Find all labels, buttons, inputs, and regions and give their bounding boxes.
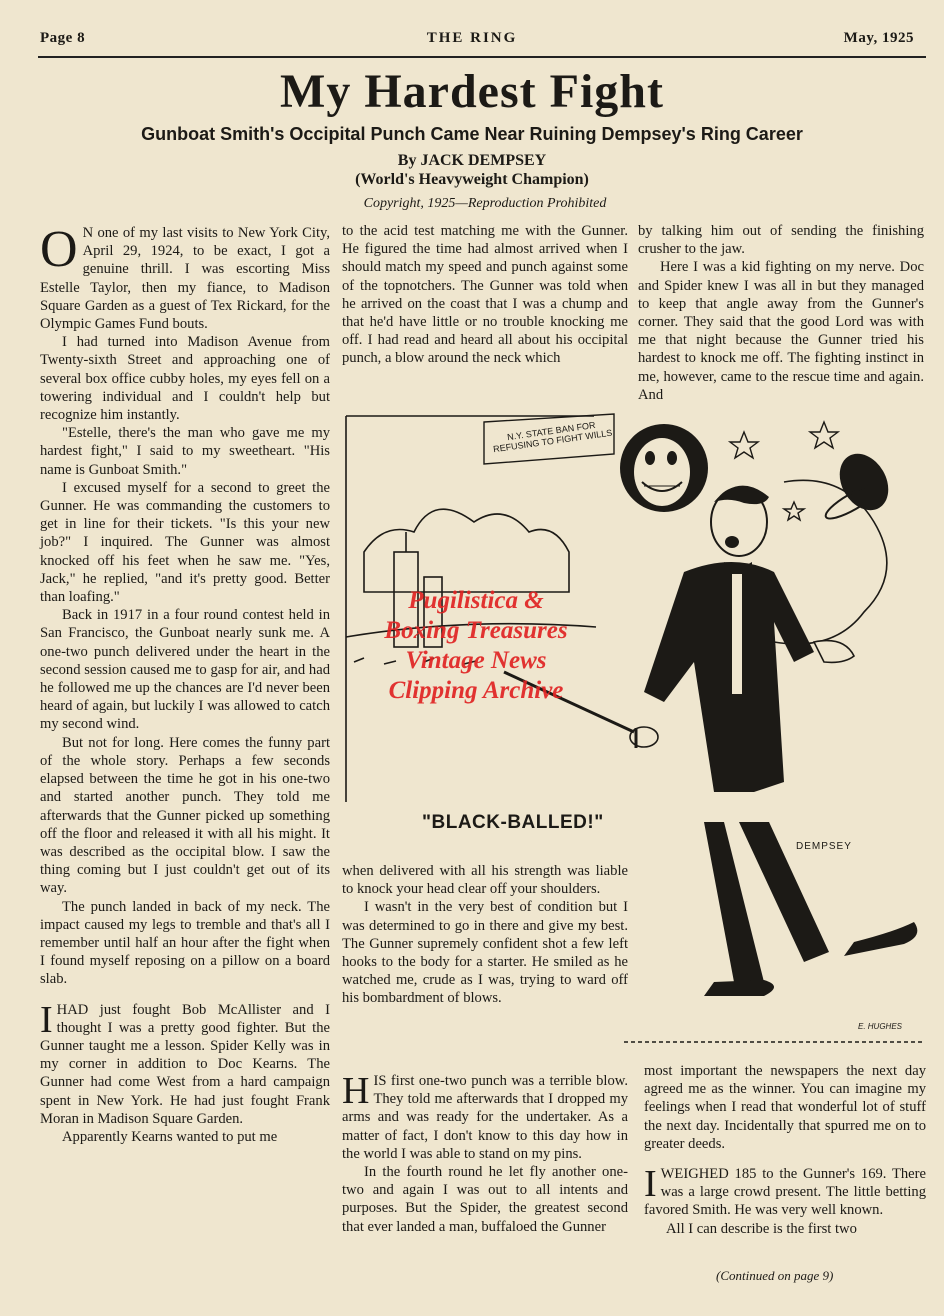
paragraph: In the fourth round he let fly another one-two and again I was out to all intents and purposes. But the Spider, the greatest second that ever landed a man, buffaloed the Gunner [342,1164,628,1235]
drop-cap: I [644,1163,657,1206]
paragraph: "Estelle, there's the man who gave me my hardest fight," I said to my sweetheart. "His name is Gunboat Smith." [40,425,330,478]
paragraph: All I can describe is the first two [666,1220,857,1237]
watermark-line: Boxing Treasures [384,617,568,644]
column-three-bottom [644,1062,926,1238]
black-ball [620,424,708,512]
cartoon-caption: "BLACK-BALLED!" [422,812,604,833]
paragraph: to the acid test matching me with the Gunner. He figured the time had almost arrived when I should match my speed and punch against some of the topnotchers. The Gunner was told when he arrived on the coast that I was a chump and that he'd have little or no trouble knocking me off. I had read and heard all about his occipital punch, a blow around the neck which [342,223,628,367]
archive-watermark [346,586,606,706]
paragraph: I had turned into Madison Avenue from Twenty-sixth Street and approaching one of several box office cubby holes, my eyes fell on a towering individual and I couldn't help but recognize him instantly. [40,334,330,424]
drop-cap: O [40,221,78,278]
artist-signature: E. HUGHES [858,1022,903,1031]
watermark-line: Pugilistica & [408,587,544,614]
paragraph: IHAD just fought Bob McAllister and I thought I was a pretty good fighter. But the Gunner taught me a lesson. Spider Kelly was in my corner in addition to Doc Kearns. The Gunner had come West from a hard campaign spent in New York. He had just fought Frank Moran in Madison Square Garden. [40,998,330,1127]
column-two-bottom [342,1072,628,1236]
watermark-line: Vintage News [405,647,547,674]
paragraph: by talking him out of sending the finishing crusher to the jaw. [638,223,924,258]
cartoon-signature: DEMPSEY [796,841,852,852]
paragraph: when delivered with all his strength was liable to knock your head clear off your shoulders. [342,863,628,898]
article-byline: By JACK DEMPSEY [397,152,547,169]
drop-cap: H [342,1070,370,1112]
publication-name: THE RING [426,30,518,46]
continued-notice: (Continued on page 9) [716,1268,834,1283]
page-number: Page 8 [40,30,86,46]
column-one [40,221,330,1146]
column-two-middle [342,862,628,1008]
article-subtitle: Gunboat Smith's Occipital Punch Came Near Ruining Dempsey's Ring Career [141,124,803,144]
column-three-top [638,222,924,404]
paragraph: The punch landed in back of my neck. The impact caused my legs to tremble and that's all I remember until half an hour after the fight when I found myself reposing on a pillow on a board slab. [40,898,330,988]
paragraph: most important the newspapers the next day agreed me as the winner. You can imagine my feelings when I read that wonderful lot of stuff the next day. Incidentally that spurred me on to greater deeds. [644,1063,926,1152]
derby-hat [822,445,898,524]
paragraph: HIS first one-two punch was a terrible blow. They told me afterwards that I dropped my arms and was ready for the undertaker. As a matter of fact, I don't know to this day how in the world I was able to stand on my pins. [342,1070,628,1162]
drop-cap: I [40,998,53,1041]
paragraph: O N one of my last visits to New York City, April 29, 1924, to be exact, I got a genuine thrill. I was escorting Miss Estelle Taylor, then my fiance, to Madison Square Garden as a guest of Tex Rickard, for the Olympic Games Fund bouts. [40,221,330,333]
author-title: (World's Heavyweight Champion) [355,171,589,188]
issue-date: May, 1925 [843,30,914,46]
paragraph: Back in 1917 in a four round contest held in San Francisco, the Gunboat nearly sunk me. A one-two punch delivered under the heart in the second session caused me to gasp for air, and had he followed me up the chances are I'd never been heard of again, but luckily I was allowed to catch my second wind. [40,607,330,733]
paragraph: I excused myself for a second to greet the Gunner. He was commanding the customers to get in line for their tickets. "Is this your new job?" I inquired. The Gunner was almost knocked off his feet when he saw me. "Yes, Jack," he replied, "and it's pretty good. Better than loafing." [40,479,330,606]
watermark-line: Clipping Archive [388,677,564,704]
banner-text: N.Y. STATE BAN FOR REFUSING TO FIGHT WILLS [492,419,613,455]
paragraph: IWEIGHED 185 to the Gunner's 169. There was a large crowd present. The little betting favored Smith. He was very well known. [644,1163,926,1219]
paragraph: Apparently Kearns wanted to put me [62,1128,278,1145]
paragraph: Here I was a kid fighting on my nerve. Doc and Spider knew I was all in but they managed to keep that angle away from the Gunner's corner. They said that the good Lord was with me that night because the Gunner tried his hardest to knock me off. The fighting instinct in me, however, came to the rescue time and again. And [638,259,924,403]
copyright-notice: Copyright, 1925—Reproduction Prohibited [363,196,607,211]
column-two-top [342,222,628,368]
header-rule [38,56,926,58]
article-title: My Hardest Fight [280,65,664,118]
paragraph: I wasn't in the very best of condition but I was determined to go in there and give my best. The Gunner supremely confident shot a few left hooks to the body for a starter. He smiled as he watched me, crude as I was, trying to ward off his bombardment of blows. [342,899,628,1007]
paragraph: But not for long. Here comes the funny part of the whole story. Perhaps a few seconds elapsed between the time he got in his one-two and started another punch. They told me afterwards that the Gunner picked up something off the floor and released it with all his might. It was described as the occipital blow. I saw the thing coming but I just couldn't get out of its way. [40,734,330,897]
